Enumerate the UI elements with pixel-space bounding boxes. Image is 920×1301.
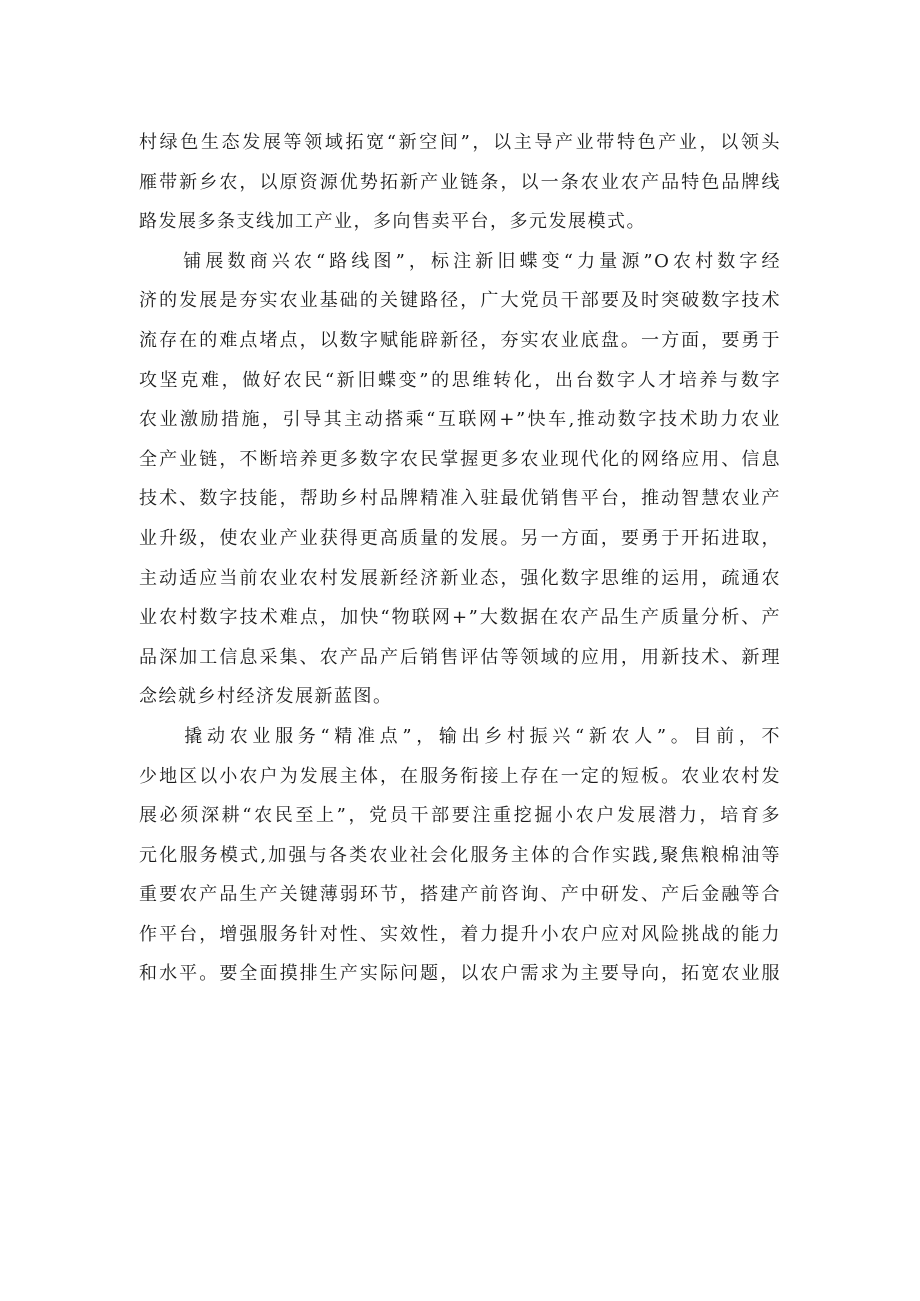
- text-line: 技术、数字技能，帮助乡村品牌精准入驻最优销售平台，推动智慧农业产: [139, 488, 781, 510]
- text-line: 和水平。要全面摸排生产实际问题，以农户需求为主要导向，拓宽农业服: [139, 963, 781, 985]
- text-line: 农业激励措施，引导其主动搭乘“互联网+”快车,推动数字技术助力农业: [139, 409, 781, 431]
- text-line: 少地区以小农户为发展主体，在服务衔接上存在一定的短板。农业农村发: [139, 765, 781, 787]
- text-line: 流存在的难点堵点，以数字赋能辟新径，夯实农业底盘。一方面，要勇于: [139, 329, 781, 351]
- text-line: 展必须深耕“农民至上”，党员干部要注重挖掘小农户发展潜力，培育多: [139, 805, 781, 827]
- text-line: 济的发展是夯实农业基础的关键路径，广大党员干部要及时突破数字技术: [139, 290, 781, 312]
- text-line: 业升级，使农业产业获得更高质量的发展。另一方面，要勇于开拓进取，: [139, 527, 781, 549]
- text-line: 路发展多条支线加工产业，多向售卖平台，多元发展模式。: [139, 211, 646, 233]
- document-body: [139, 123, 781, 994]
- text-line: 雁带新乡农，以原资源优势拓新产业链条，以一条农业农产品特色品牌线: [139, 171, 781, 193]
- text-line: 攻坚克难，做好农民“新旧蝶变”的思维转化，出台数字人才培养与数字: [139, 369, 781, 391]
- text-line: 重要农产品生产关键薄弱环节，搭建产前咨询、产中研发、产后金融等合: [139, 884, 781, 906]
- text-line: 念绘就乡村经济发展新蓝图。: [139, 686, 393, 708]
- paragraph-1: [139, 123, 781, 242]
- text-line: 撬动农业服务“精准点”，输出乡村振兴“新农人”。目前，不: [139, 725, 781, 747]
- paragraph-3: [139, 717, 781, 994]
- text-line: 全产业链，不断培养更多数字农民掌握更多农业现代化的网络应用、信息: [139, 448, 781, 470]
- text-line: 作平台，增强服务针对性、实效性，着力提升小农户应对风险挑战的能力: [139, 923, 781, 945]
- text-line: 元化服务模式,加强与各类农业社会化服务主体的合作实践,聚焦粮棉油等: [139, 844, 781, 866]
- text-line: 村绿色生态发展等领域拓宽“新空间”，以主导产业带特色产业，以领头: [139, 132, 781, 153]
- text-line: 业农村数字技术难点，加快“物联网+”大数据在农产品生产质量分析、产: [139, 607, 781, 629]
- paragraph-2: [139, 242, 781, 717]
- text-line: 铺展数商兴农“路线图”，标注新旧蝶变“力量源”O农村数字经: [139, 250, 781, 272]
- text-line: 主动适应当前农业农村发展新经济新业态，强化数字思维的运用，疏通农: [139, 567, 781, 589]
- text-line: 品深加工信息采集、农产品产后销售评估等领域的应用，用新技术、新理: [139, 646, 781, 668]
